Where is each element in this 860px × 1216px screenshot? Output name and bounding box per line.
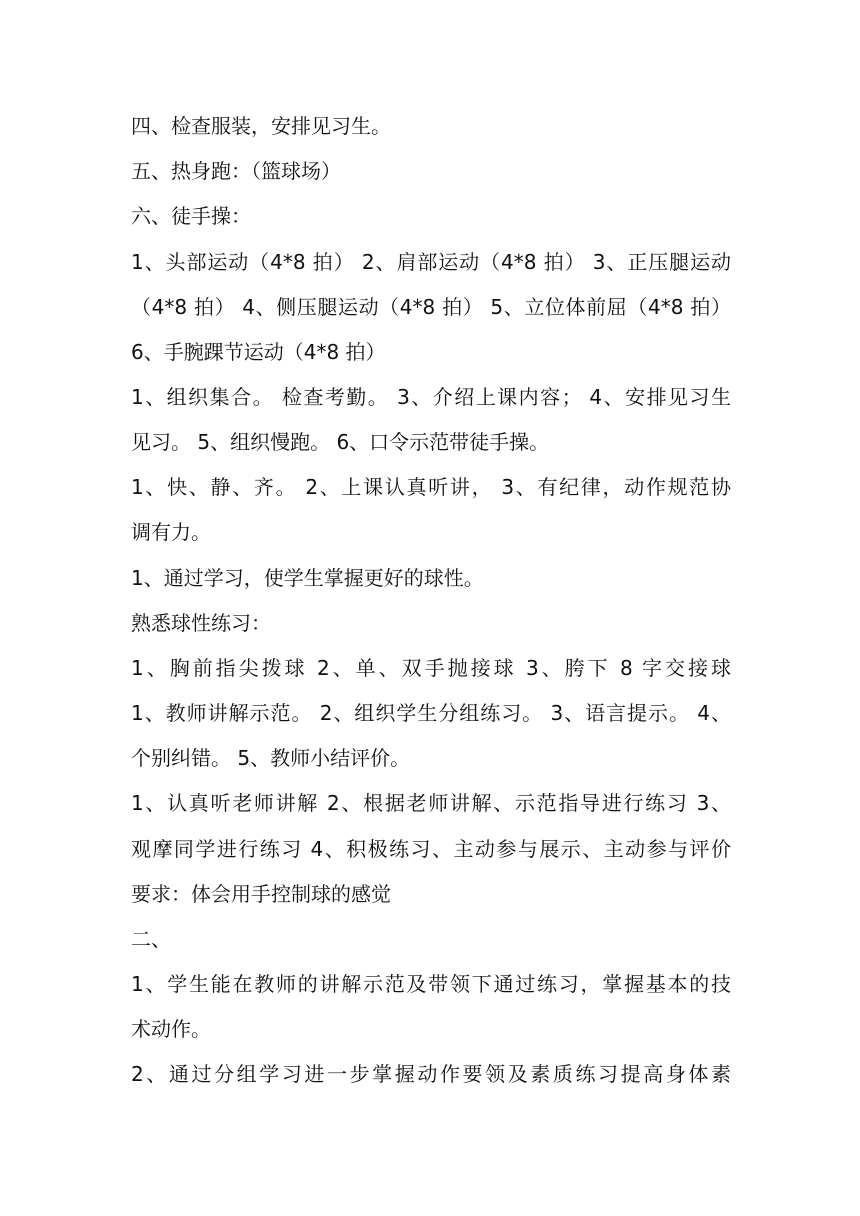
text-line: 6、手腕踝节运动（4*8 拍） — [131, 340, 386, 364]
text-line: 术动作。 — [131, 1017, 211, 1041]
text-line: 熟悉球性练习： — [131, 611, 271, 635]
text-line: 二、 — [131, 927, 171, 951]
text-line: 调有力。 — [131, 520, 211, 544]
text-line: 见习。 5、组织慢跑。 6、口令示范带徒手操。 — [131, 430, 550, 454]
text-line: 1、通过学习，使学生掌握更好的球性。 — [131, 566, 484, 590]
text-line: 1、组织集合。 检查考勤。 3、介绍上课内容； 4、安排见习生 — [131, 385, 731, 409]
text-line: （4*8 拍） 4、侧压腿运动（4*8 拍） 5、立位体前屈（4*8 拍） — [131, 295, 731, 319]
text-line: 五、热身跑：（篮球场） — [131, 159, 341, 183]
text-line: 六、徒手操： — [131, 204, 251, 228]
text-line: 1、头部运动（4*8 拍） 2、肩部运动（4*8 拍） 3、正压腿运动 — [131, 250, 731, 274]
text-line: 1、学生能在教师的讲解示范及带领下通过练习，掌握基本的技 — [131, 972, 731, 996]
text-line: 要求：体会用手控制球的感觉 — [131, 882, 391, 906]
text-line: 四、检查服装，安排见习生。 — [131, 114, 391, 138]
text-line: 1、认真听老师讲解 2、根据老师讲解、示范指导进行练习 3、 — [131, 791, 731, 815]
text-line: 2、通过分组学习进一步掌握动作要领及素质练习提高身体素 — [131, 1062, 731, 1086]
text-line: 个别纠错。 5、教师小结评价。 — [131, 746, 411, 770]
text-line: 1、胸前指尖拨球 2、单、双手抛接球 3、胯下 8 字交接球 — [131, 656, 731, 680]
text-line: 观摩同学进行练习 4、积极练习、主动参与展示、主动参与评价 — [131, 837, 731, 861]
text-line: 1、快、静、齐。 2、上课认真听讲， 3、有纪律，动作规范协 — [131, 475, 731, 499]
text-line: 1、教师讲解示范。 2、组织学生分组练习。 3、语言提示。 4、 — [131, 701, 731, 725]
